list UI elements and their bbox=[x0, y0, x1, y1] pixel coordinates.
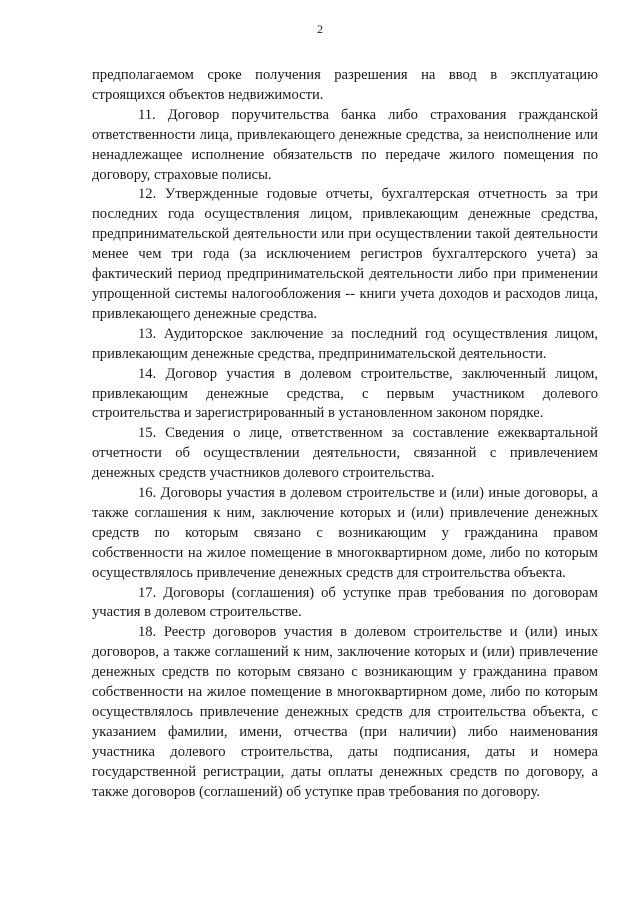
paragraph-item-18: 18. Реестр договоров участия в долевом строительстве и (или) иных договоров, а также соглашений к ним, заключение которых и (или) привлечение денежных средств по которым связано с возникающим у гражданина правом собственности на жилое помещение в многоквартирном доме, либо по которым осуществлялось привлечение денежных средств для строительства объекта, с указанием фамилии, имени, отчества (при наличии) либо наименования участника долевого строительства, даты подписания, даты и номера государственной регистрации, даты оплаты денежных средств по договору, а также договоров (соглашений) об уступке прав требования по договору. bbox=[92, 624, 598, 800]
paragraph-item-16: 16. Договоры участия в долевом строительстве и (или) иные договоры, а также соглашения к ним, заключение которых и (или) привлечение денежных средств по которым связано с возникающим у гражданина правом собственности на жилое помещение в многоквартирном доме, либо по которым осуществлялось привлечение денежных средств для строительства объекта. bbox=[92, 485, 598, 581]
page-number: 2 bbox=[317, 22, 323, 36]
paragraph-item-12: 12. Утвержденные годовые отчеты, бухгалтерская отчетность за три последних года осуществления лицом, привлекающим денежные средства, предпринимательской деятельности или при осуществлении такой деятельности менее чем три года (за исключением регистров бухгалтерского учета) за фактический период предпринимательской деятельности либо при применении упрощенной системы налогообложения -- книги учета доходов и расходов лица, привлекающего денежные средства. bbox=[92, 186, 598, 322]
paragraph-item-15: 15. Сведения о лице, ответственном за составление ежеквартальной отчетности об осуществлении деятельности, связанной с привлечением денежных средств участников долевого строительства. bbox=[92, 425, 598, 482]
paragraph-item-17: 17. Договоры (соглашения) об уступке прав требования по договорам участия в долевом строительстве. bbox=[92, 584, 598, 621]
paragraph-item-11: 11. Договор поручительства банка либо страхования гражданской ответственности лица, привлекающего денежные средства, за неисполнение или ненадлежащее исполнение обязательств по передаче жилого помещения по договору, страховые полисы. bbox=[92, 106, 598, 183]
paragraph-item-13: 13. Аудиторское заключение за последний год осуществления лицом, привлекающим денежные средства, предпринимательской деятельности. bbox=[92, 325, 598, 362]
document-body bbox=[92, 66, 598, 803]
paragraph-item-14: 14. Договор участия в долевом строительстве, заключенный лицом, привлекающим денежные средства, с первым участником долевого строительства и зарегистрированный в установленном законом порядке. bbox=[92, 365, 598, 422]
paragraph-continuation: предполагаемом сроке получения разрешения на ввод в эксплуатацию строящихся объектов недвижимости. bbox=[92, 67, 598, 103]
